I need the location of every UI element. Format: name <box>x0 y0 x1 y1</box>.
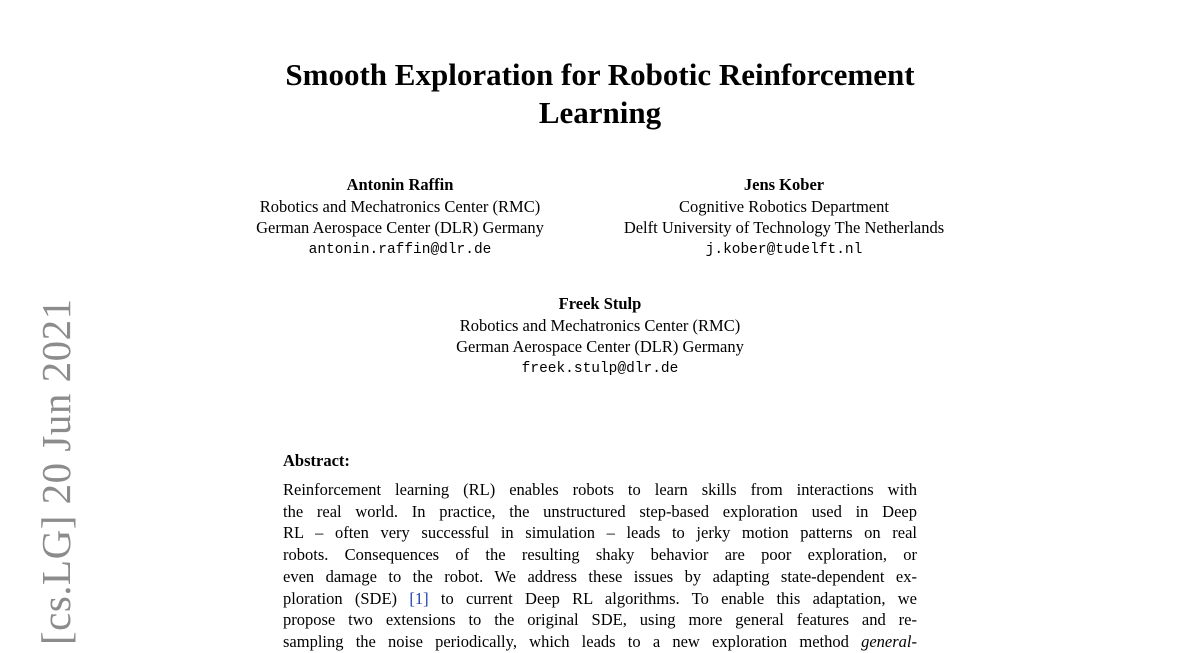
abstract-line <box>283 631 917 653</box>
author-name: Freek Stulp <box>558 294 642 313</box>
abstract-line: even damage to the robot. We address these issues by adapting state-dependent ex- <box>283 566 917 586</box>
author-email: freek.stulp@dlr.de <box>521 360 679 377</box>
citation-link[interactable]: [1] <box>409 588 429 608</box>
author-email: j.kober@tudelft.nl <box>705 241 863 258</box>
abstract-body <box>283 479 917 653</box>
arxiv-side-stamp: [cs.LG] 20 Jun 2021 <box>33 298 79 645</box>
abstract-text: to current Deep RL algorithms. To enable this adaptation, we <box>428 588 918 608</box>
author-affiliation: Robotics and Mechatronics Center (RMC) <box>459 315 741 335</box>
author-affiliation: Robotics and Mechatronics Center (RMC) <box>259 196 541 216</box>
author-affiliation: German Aerospace Center (DLR) Germany <box>256 218 544 237</box>
abstract-text: sampling the noise periodically, which leads to a new exploration method <box>283 631 862 651</box>
author-affiliation: Cognitive Robotics Department <box>679 196 889 216</box>
author-name: Antonin Raffin <box>346 175 454 194</box>
author-block-raffin <box>200 174 600 261</box>
abstract-line: Reinforcement learning (RL) enables robots to learn skills from interactions with <box>283 480 917 499</box>
author-name: Jens Kober <box>743 175 825 194</box>
abstract-line: RL – often very successful in simulation – leads to jerky motion patterns on real <box>283 523 917 543</box>
abstract-line: robots. Consequences of the resulting shaky behavior are poor exploration, or <box>283 545 917 565</box>
paper-title-line-2: Learning <box>538 95 662 130</box>
author-email: antonin.raffin@dlr.de <box>308 241 492 258</box>
author-affiliation: Delft University of Technology The Netherlands <box>623 218 945 237</box>
author-affiliation: German Aerospace Center (DLR) Germany <box>456 337 744 356</box>
paper-title <box>0 56 1200 132</box>
abstract-heading: Abstract: <box>283 451 350 470</box>
author-block-kober <box>584 174 984 261</box>
abstract-line: propose two extensions to the original SDE, using more general features and re- <box>283 610 917 630</box>
paper-title-line-1: Smooth Exploration for Robotic Reinforcement <box>285 57 915 92</box>
author-block-stulp <box>400 293 800 380</box>
abstract-text: ploration (SDE) <box>283 588 410 608</box>
abstract-line <box>283 588 917 610</box>
abstract-italic-text: general- <box>861 631 917 651</box>
abstract-line: the real world. In practice, the unstructured step-based exploration used in Deep <box>283 501 917 521</box>
